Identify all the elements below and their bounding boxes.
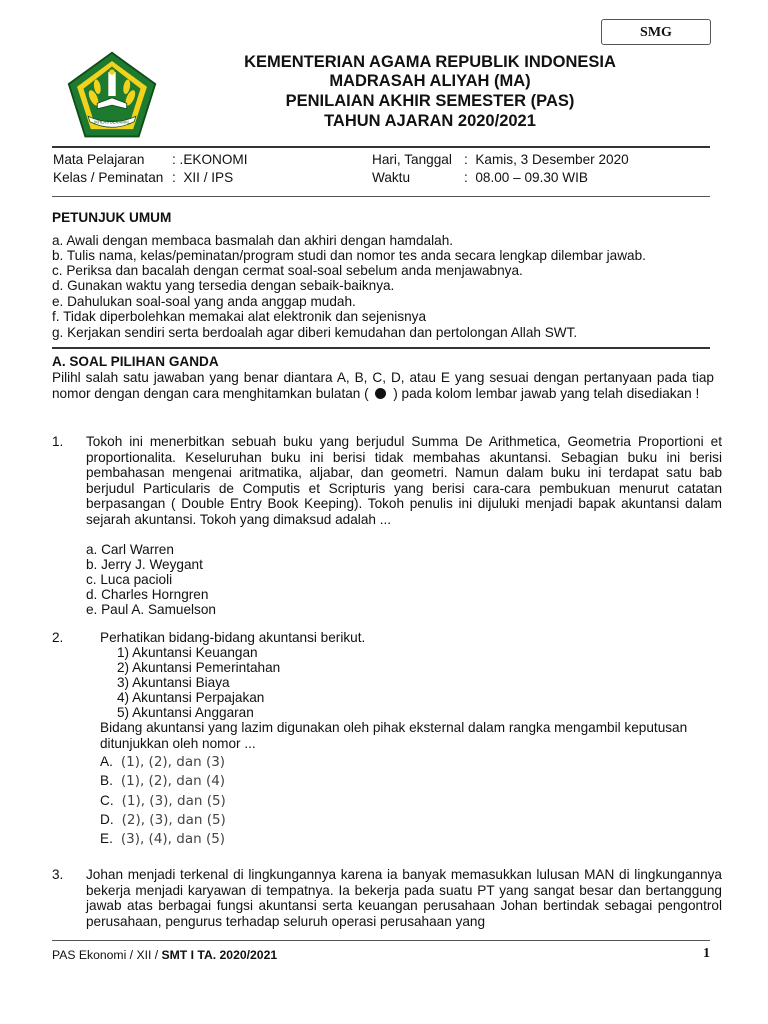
- section-a-instruction: Pilihl salah satu jawaban yang benar diantara A, B, C, D, atau E yang sesuai dengan pertanyaan pada tiap nomor dengan dengan cara menghitamkan bulatan ( ) pada kolom lembar jawab yang telah disediakan !: [52, 370, 714, 401]
- date-value: : Kamis, 3 Desember 2020: [464, 152, 629, 167]
- list-item: 2) Akuntansi Pemerintahan: [117, 660, 281, 675]
- class-label: Kelas / Peminatan: [53, 170, 164, 185]
- date-label: Hari, Tanggal: [372, 152, 452, 167]
- option-d: D. (2), (3), dan (5): [100, 812, 226, 828]
- option-b: b. Jerry J. Weygant: [86, 557, 203, 572]
- header-school: MADRASAH ALIYAH (MA): [329, 72, 531, 90]
- header-year: TAHUN AJARAN 2020/2021: [324, 112, 536, 130]
- header-divider: [52, 146, 710, 148]
- question-2-text: Bidang akuntansi yang lazim digunakan oleh pihak eksternal dalam rangka mengambil keputusan ditunjukkan oleh nomor ...: [100, 720, 688, 751]
- question-2-intro: Perhatikan bidang-bidang akuntansi berikut.: [100, 630, 366, 645]
- option-d: d. Charles Horngren: [86, 587, 209, 602]
- list-item: 4) Akuntansi Perpajakan: [117, 690, 265, 705]
- class-value: : XII / IPS: [172, 170, 234, 185]
- list-item: 5) Akuntansi Anggaran: [117, 705, 254, 720]
- header-exam: PENILAIAN AKHIR SEMESTER (PAS): [285, 92, 575, 110]
- time-label: Waktu: [372, 170, 411, 185]
- question-number: 2.: [52, 630, 64, 645]
- info-divider: [52, 196, 710, 197]
- option-a: a. Carl Warren: [86, 542, 174, 557]
- list-item: 3) Akuntansi Biaya: [117, 675, 230, 690]
- instruction-item: e. Dahulukan soal-soal yang anda anggap mudah.: [52, 294, 356, 309]
- question-number: 1.: [52, 434, 64, 449]
- option-a: A. (1), (2), dan (3): [100, 754, 226, 770]
- page-number: 1: [703, 946, 710, 961]
- option-e: e. Paul A. Samuelson: [86, 602, 216, 617]
- instructions-title: PETUNJUK UMUM: [52, 210, 172, 225]
- document-code-badge: SMG: [601, 19, 711, 45]
- footer-text: PAS Ekonomi / XII / SMT I TA. 2020/2021: [52, 948, 278, 962]
- filled-circle-icon: [375, 388, 386, 399]
- option-c: C. (1), (3), dan (5): [100, 793, 226, 809]
- list-item: 1) Akuntansi Keuangan: [117, 645, 258, 660]
- subject-value: : .EKONOMI: [172, 152, 248, 167]
- header-ministry: KEMENTERIAN AGAMA REPUBLIK INDONESIA: [244, 53, 616, 71]
- instruction-item: g. Kerjakan sendiri serta berdoalah agar diberi kemudahan dan pertolongan Allah SWT.: [52, 325, 578, 340]
- instruction-item: b. Tulis nama, kelas/peminatan/program studi dan nomor tes anda secara lengkap dilembar jawab.: [52, 248, 646, 263]
- section-a-title: A. SOAL PILIHAN GANDA: [52, 354, 219, 369]
- instruction-item: f. Tidak diperbolehkan memakai alat elektronik dan sejenisnya: [52, 309, 427, 324]
- instruction-item: c. Periksa dan bacalah dengan cermat soal-soal sebelum anda menjawabnya.: [52, 263, 523, 278]
- instruction-item: a. Awali dengan membaca basmalah dan akhiri dengan hamdalah.: [52, 233, 454, 248]
- logo-motto: IKHLAS BERAMAL: [94, 119, 130, 125]
- question-number: 3.: [52, 867, 64, 882]
- option-e: E. (3), (4), dan (5): [100, 831, 226, 847]
- section-divider: [52, 347, 710, 349]
- instruction-item: d. Gunakan waktu yang tersedia dengan sebaik-baiknya.: [52, 278, 395, 293]
- subject-label: Mata Pelajaran: [53, 152, 145, 167]
- footer-divider: [52, 940, 710, 941]
- time-value: : 08.00 – 09.30 WIB: [464, 170, 588, 185]
- option-c: c. Luca pacioli: [86, 572, 173, 587]
- question-3-text: Johan menjadi terkenal di lingkungannya karena ia banyak memasukkan lulusan MAN di lingkungannya bekerja menjadi karyawan di tempatnya. Ia bekerja pada suatu PT yang sangat besar dan bertanggung jawab atas berbagai fungsi akuntansi serta keuangan perusahaan Johan bertindak sebagai pengontrol perusahaan, pengurus terhadap seluruh operasi perusahaan yang: [86, 867, 722, 929]
- question-1-text: Tokoh ini menerbitkan sebuah buku yang berjudul Summa De Arithmetica, Geometria Proportioni et proportionalita. Keseluruhan buku ini berisi tidak membahas akuntansi. Sebagian buku ini berisi pembahasan mengenai aritmatika, aljabar, dan geometri. Namun dalam buku ini terdapat satu bab berjudul Particularis de Computis et Scripturis yang berisi cara-cara pembukuan menurut catatan berpasangan ( Double Entry Book Keeping). Tokoh penulis ini dijuluki menjadi bapak akuntansi dalam sejarah akuntansi. Tokoh yang dimaksud adalah ...: [86, 434, 722, 527]
- kemenag-logo-icon: [66, 50, 158, 142]
- option-b: B. (1), (2), dan (4): [100, 773, 226, 789]
